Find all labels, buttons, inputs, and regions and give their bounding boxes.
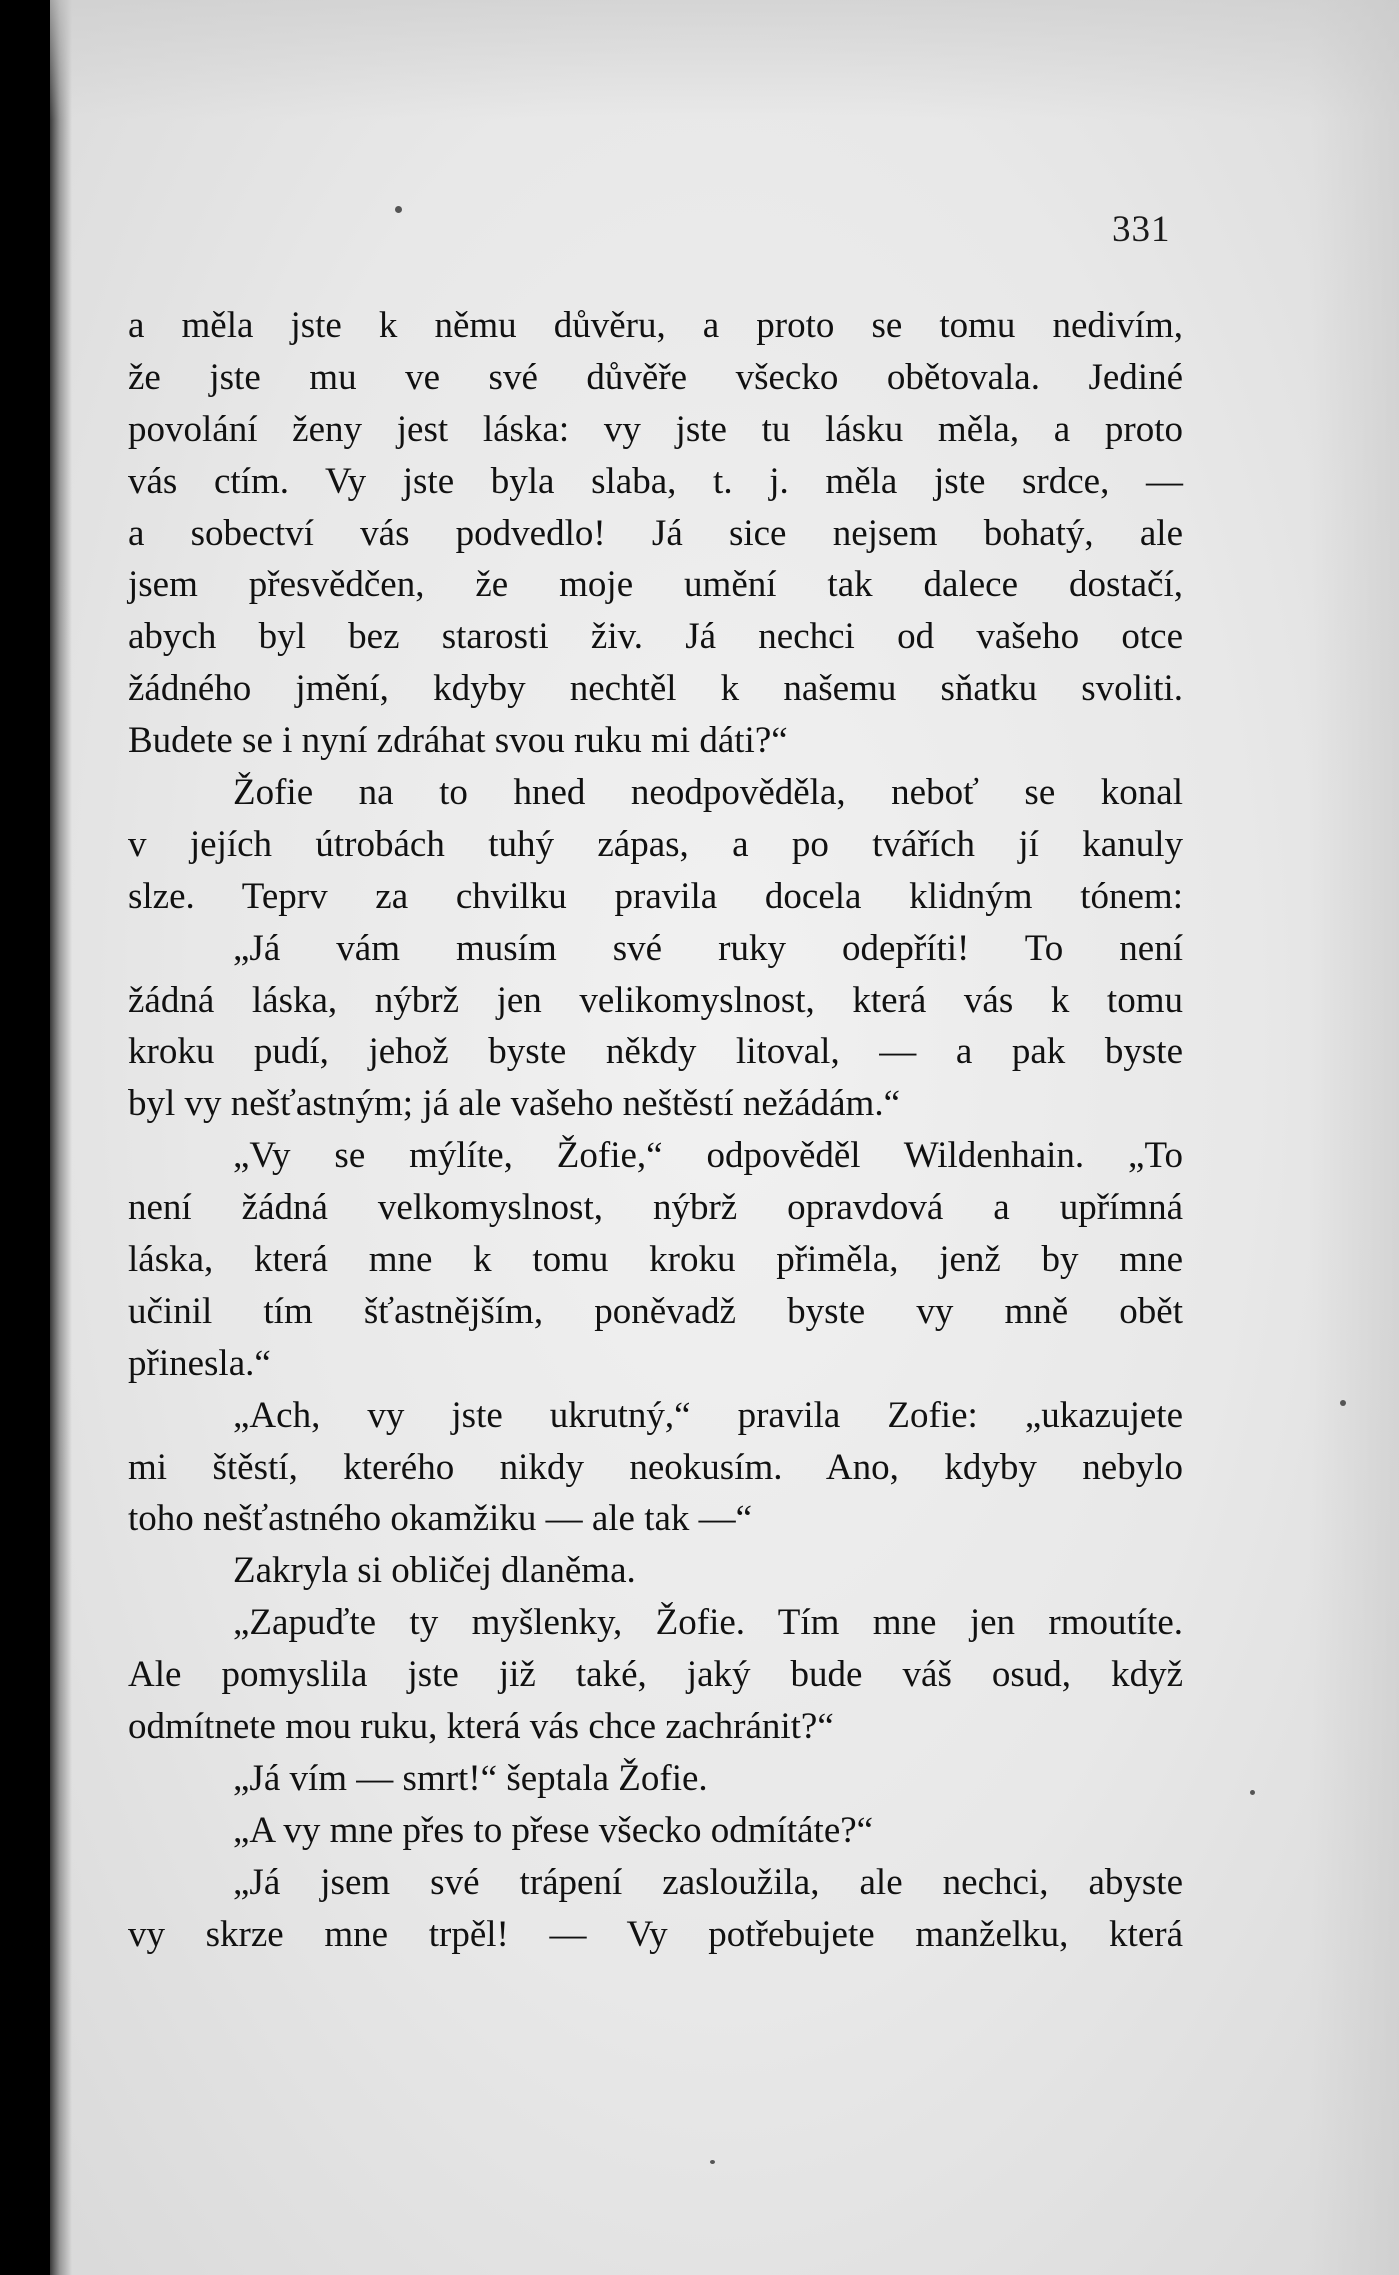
text-line: odmítnete mou ruku, která vás chce zachránit?“: [128, 1706, 834, 1748]
page-number: 331: [1112, 209, 1171, 250]
text-line: „Já vám musím své ruky odepříti! To není: [233, 927, 1183, 969]
scan-speck: [395, 206, 402, 213]
text-line: „Vy se mýlíte, Žofie,“ odpověděl Wildenhain. „To: [233, 1135, 1183, 1177]
text-line: mi štěstí, kterého nikdy neokusím. Ano, kdyby nebylo: [128, 1446, 1183, 1488]
text-line: vás ctím. Vy jste byla slaba, t. j. měla jste srdce, —: [128, 460, 1183, 502]
text-line: „Zapuďte ty myšlenky, Žofie. Tím mne jen rmoutíte.: [233, 1602, 1183, 1644]
text-line: „Já vím — smrt!“ šeptala Žofie.: [233, 1757, 708, 1799]
text-line: Ale pomyslila jste již také, jaký bude váš osud, když: [128, 1654, 1183, 1696]
text-line: „A vy mne přes to přese všecko odmítáte?“: [233, 1809, 874, 1851]
scan-noise-top: [50, 0, 1399, 120]
spine-shadow: [50, 0, 72, 2275]
text-line: „Já jsem své trápení zasloužila, ale nechci, abyste: [233, 1861, 1183, 1903]
text-line: Zakryla si obličej dlaněma.: [233, 1550, 636, 1592]
text-line: abych byl bez starosti živ. Já nechci od vašeho otce: [128, 616, 1183, 658]
body-text: [128, 300, 1183, 1961]
text-line: přinesla.“: [128, 1342, 271, 1384]
text-line: a měla jste k němu důvěru, a proto se tomu nedivím,: [128, 305, 1183, 346]
scan-speck: [1250, 1790, 1255, 1795]
scan-speck: [710, 2160, 715, 2164]
text-line: není žádná velkomyslnost, nýbrž opravdová a upřímná: [128, 1187, 1183, 1229]
text-line: Budete se i nyní zdráhat svou ruku mi dáti?“: [128, 720, 788, 762]
text-line: a sobectví vás podvedlo! Já sice nejsem bohatý, ale: [128, 512, 1183, 554]
text-line: láska, která mne k tomu kroku přiměla, jenž by mne: [128, 1239, 1183, 1281]
text-line: Žofie na to hned neodpověděla, neboť se konal: [233, 772, 1183, 814]
text-line: „Ach, vy jste ukrutný,“ pravila Zofie: „ukazujete: [233, 1394, 1183, 1436]
text-line: v jejích útrobách tuhý zápas, a po tvářích jí kanuly: [128, 823, 1183, 865]
text-line: vy skrze mne trpěl! — Vy potřebujete manželku, která: [128, 1913, 1183, 1955]
scan-noise-edge: [1309, 0, 1399, 2275]
text-line: toho nešťastného okamžiku — ale tak —“: [128, 1498, 753, 1540]
text-line: povolání ženy jest láska: vy jste tu lásku měla, a proto: [128, 408, 1183, 450]
text-line: žádná láska, nýbrž jen velikomyslnost, která vás k tomu: [128, 979, 1183, 1021]
scan-speck: [1340, 1400, 1346, 1406]
text-line: slze. Teprv za chvilku pravila docela klidným tónem:: [128, 875, 1183, 917]
text-line: že jste mu ve své důvěře všecko obětovala. Jediné: [128, 356, 1183, 398]
text-line: žádného jmění, kdyby nechtěl k našemu sňatku svoliti.: [128, 668, 1183, 710]
text-line: kroku pudí, jehož byste někdy litoval, — a pak byste: [128, 1031, 1183, 1073]
text-line: byl vy nešťastným; já ale vašeho neštěstí nežádám.“: [128, 1083, 901, 1125]
text-line: učinil tím šťastnějším, poněvadž byste vy mně obět: [128, 1290, 1183, 1332]
text-line: jsem přesvědčen, že moje umění tak dalece dostačí,: [128, 564, 1183, 606]
